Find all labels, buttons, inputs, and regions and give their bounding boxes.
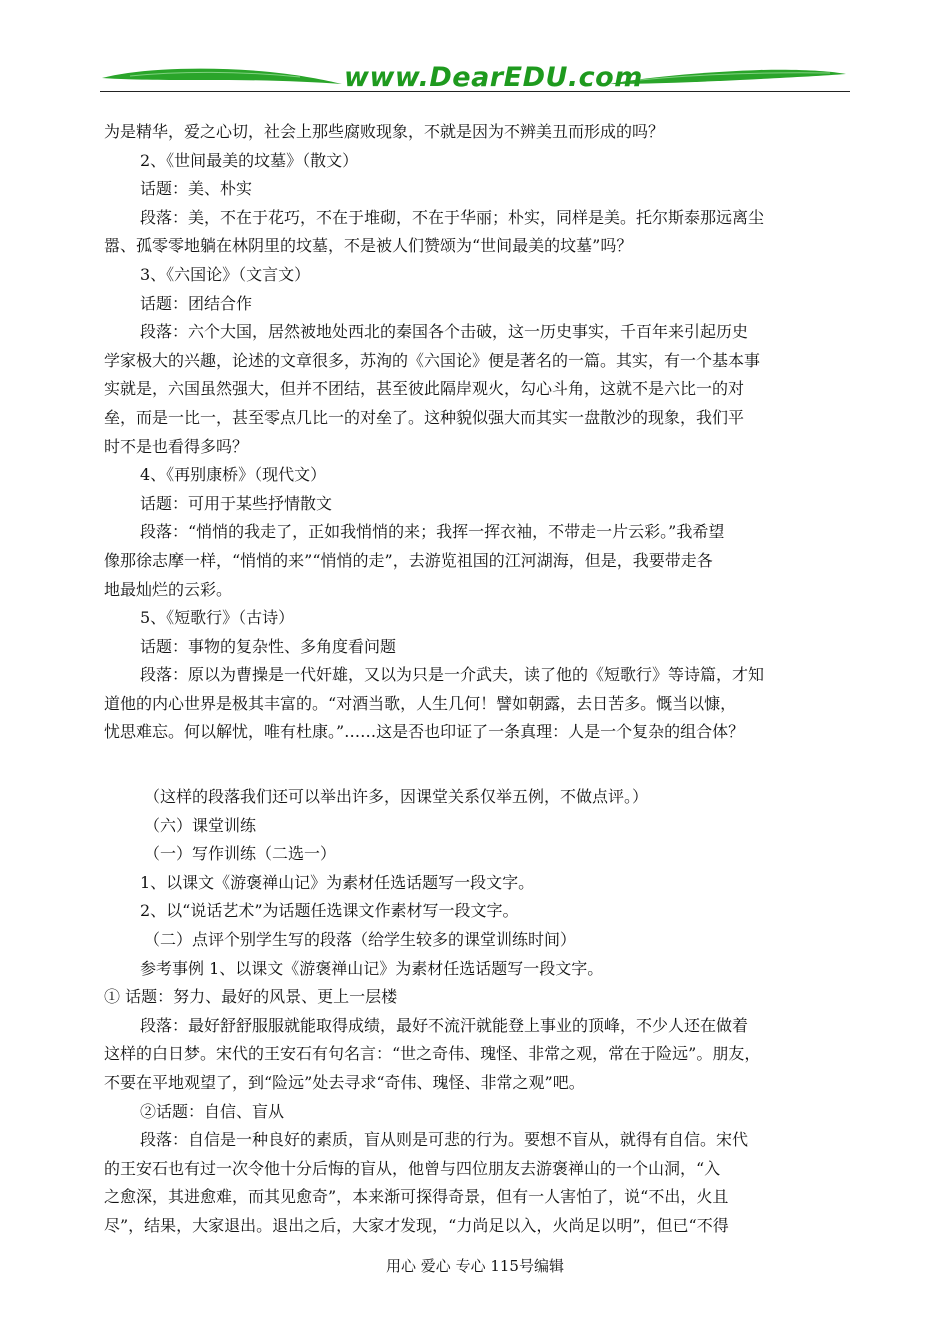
exercise-item: 2、以“说话艺术”为话题任选课文作素材写一段文字。 <box>140 901 519 921</box>
subsection-heading: （一）写作训练（二选一） <box>144 844 337 864</box>
topic-line: 话题：可用于某些抒情散文 <box>140 493 333 513</box>
paragraph-line: 实就是，六国虽然强大，但并不团结，甚至彼此隔岸观火，勾心斗角，这就不是六比一的对 <box>104 379 745 399</box>
paragraph-line: 嚣、孤零零地躺在林阴里的坟墓，不是被人们赞颂为“世间最美的坟墓”吗？ <box>104 236 633 256</box>
topic-line: ① 话题：努力、最好的风景、更上一层楼 <box>104 987 398 1007</box>
brand-logo-text: www.DearEDU.com <box>344 62 643 93</box>
paragraph-line: 段落：“悄悄的我走了，正如我悄悄的来；我挥一挥衣袖，不带走一片云彩。”我希望 <box>140 522 725 542</box>
section-heading: 2、《世间最美的坟墓》（散文） <box>140 150 359 170</box>
paragraph-line: 段落：原以为曹操是一代奸雄，又以为只是一介武夫，读了他的《短歌行》等诗篇，才知 <box>140 665 765 685</box>
section-heading: 5、《短歌行》（古诗） <box>140 608 295 628</box>
paragraph-line: 这样的白日梦。宋代的王安石有句名言：“世之奇伟、瑰怪、非常之观，常在于险远”。朋友， <box>104 1044 761 1064</box>
paragraph-line: 尽”，结果，大家退出。退出之后，大家才发现，“力尚足以入，火尚足以明”，但已“不得 <box>104 1215 729 1235</box>
paragraph-line: 学家极大的兴趣，论述的文章很多，苏洵的《六国论》便是著名的一篇。其实，有一个基本事 <box>104 350 761 370</box>
paragraph-line: 像那徐志摩一样，“悄悄的来”“悄悄的走”，去游览祖国的江河湖海，但是，我要带走各 <box>104 550 713 570</box>
document-body <box>104 118 856 1241</box>
paragraph-line: 段落：最好舒舒服服就能取得成绩，最好不流汗就能登上事业的顶峰，不少人还在做着 <box>140 1015 749 1035</box>
section-heading: 4、《再别康桥》（现代文） <box>140 465 327 485</box>
section-heading: 3、《六国论》（文言文） <box>140 264 311 284</box>
topic-line: 话题：美、朴实 <box>140 179 253 199</box>
paragraph-line: 道他的内心世界是极其丰富的。“对酒当歌，人生几何！譬如朝露，去日苦多。慨当以慷， <box>104 693 737 713</box>
section-heading: （六）课堂训练 <box>144 815 257 835</box>
paragraph-gap <box>104 747 856 783</box>
paragraph-line: 段落：美，不在于花巧，不在于堆砌，不在于华丽；朴实，同样是美。托尔斯泰那远离尘 <box>140 207 765 227</box>
exercise-item: 1、以课文《游褒禅山记》为素材任选话题写一段文字。 <box>140 872 535 892</box>
text-line: 为是精华，爱之心切，社会上那些腐败现象，不就是因为不辨美丑而形成的吗？ <box>104 122 665 141</box>
paragraph-line: 时不是也看得多吗？ <box>104 436 249 456</box>
paragraph-line: 的王安石也有过一次令他十分后悔的盲从，他曾与四位朋友去游褒禅山的一个山洞，“入 <box>104 1158 721 1178</box>
paragraph-line: 忧思难忘。何以解忧，唯有杜康。”……这是否也印证了一条真理：人是一个复杂的组合体？ <box>104 722 745 742</box>
paragraph-line: 垒，而是一比一，甚至零点几比一的对垒了。这种貌似强大而其实一盘散沙的现象，我们平 <box>104 407 745 427</box>
site-header <box>100 58 848 94</box>
paragraph-line: 之愈深，其进愈难，而其见愈奇”，本来渐可探得奇景，但有一人害怕了，说“不出，火且 <box>104 1187 729 1207</box>
subsection-heading: （二）点评个别学生写的段落（给学生较多的课堂训练时间） <box>144 930 577 950</box>
topic-line: 话题：团结合作 <box>140 293 253 313</box>
header-rule <box>100 91 850 92</box>
topic-line: 话题：事物的复杂性、多角度看问题 <box>140 636 397 656</box>
paragraph-line: 段落：自信是一种良好的素质，盲从则是可悲的行为。要想不盲从，就得有自信。宋代 <box>140 1130 749 1150</box>
page-footer: 用心 爱心 专心 115号编辑 <box>386 1257 564 1275</box>
topic-line: ②话题：自信、盲从 <box>140 1101 285 1121</box>
example-heading: 参考事例 1、以课文《游褒禅山记》为素材任选话题写一段文字。 <box>140 958 604 978</box>
note-line: （这样的段落我们还可以举出许多，因课堂关系仅举五例，不做点评。） <box>144 787 649 807</box>
paragraph-line: 不要在平地观望了，到“险远”处去寻求“奇伟、瑰怪、非常之观”吧。 <box>104 1073 585 1092</box>
paragraph-line: 地最灿烂的云彩。 <box>104 579 233 599</box>
paragraph-line: 段落：六个大国，居然被地处西北的秦国各个击破，这一历史事实，千百年来引起历史 <box>140 322 749 342</box>
